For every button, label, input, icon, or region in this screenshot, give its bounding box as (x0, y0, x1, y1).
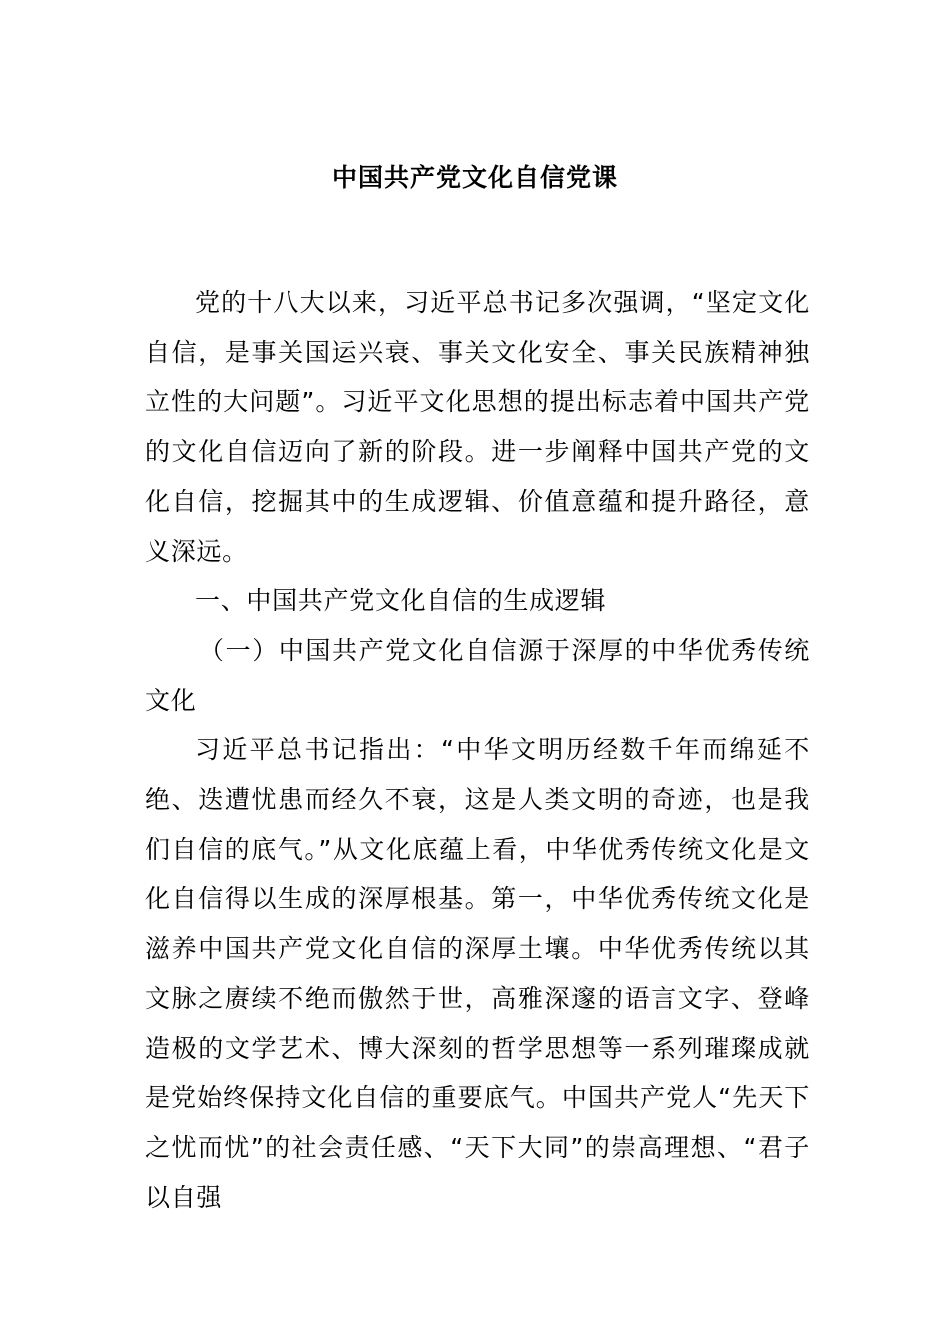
intro-paragraph: 党的十八大以来，习近平总书记多次强调，“坚定文化自信，是事关国运兴衰、事关文化安全、事关民族精神独立性的大问题”。习近平文化思想的提出标志着中国共产党的文化自信迈向了新的阶段。进一步阐释中国共产党的文化自信，挖掘其中的生成逻辑、价值意蕴和提升路径，意义深远。 (145, 288, 810, 566)
body-paragraph: 习近平总书记指出：“中华文明历经数千年而绵延不绝、迭遭忧患而经久不衰，这是人类文明的奇迹，也是我们自信的底气。”从文化底蕴上看，中华优秀传统文化是文化自信得以生成的深厚根基。第一，中华优秀传统文化是滋养中国共产党文化自信的深厚土壤。中华优秀传统以其文脉之赓续不绝而傲然于世，高雅深邃的语言文字、登峰造极的文学艺术、博大深刻的哲学思想等一系列璀璨成就是党始终保持文化自信的重要底气。中国共产党人“先天下之忧而忧”的社会责任感、“天下大同”的崇高理想、“君子以自强 (145, 735, 810, 1212)
section-heading: 一、中国共产党文化自信的生成逻辑 (195, 586, 607, 616)
document-body (145, 278, 810, 1222)
subsection-heading: （一）中国共产党文化自信源于深厚的中华优秀传统文化 (145, 635, 810, 715)
document-title: 中国共产党文化自信党课 (331, 163, 618, 192)
